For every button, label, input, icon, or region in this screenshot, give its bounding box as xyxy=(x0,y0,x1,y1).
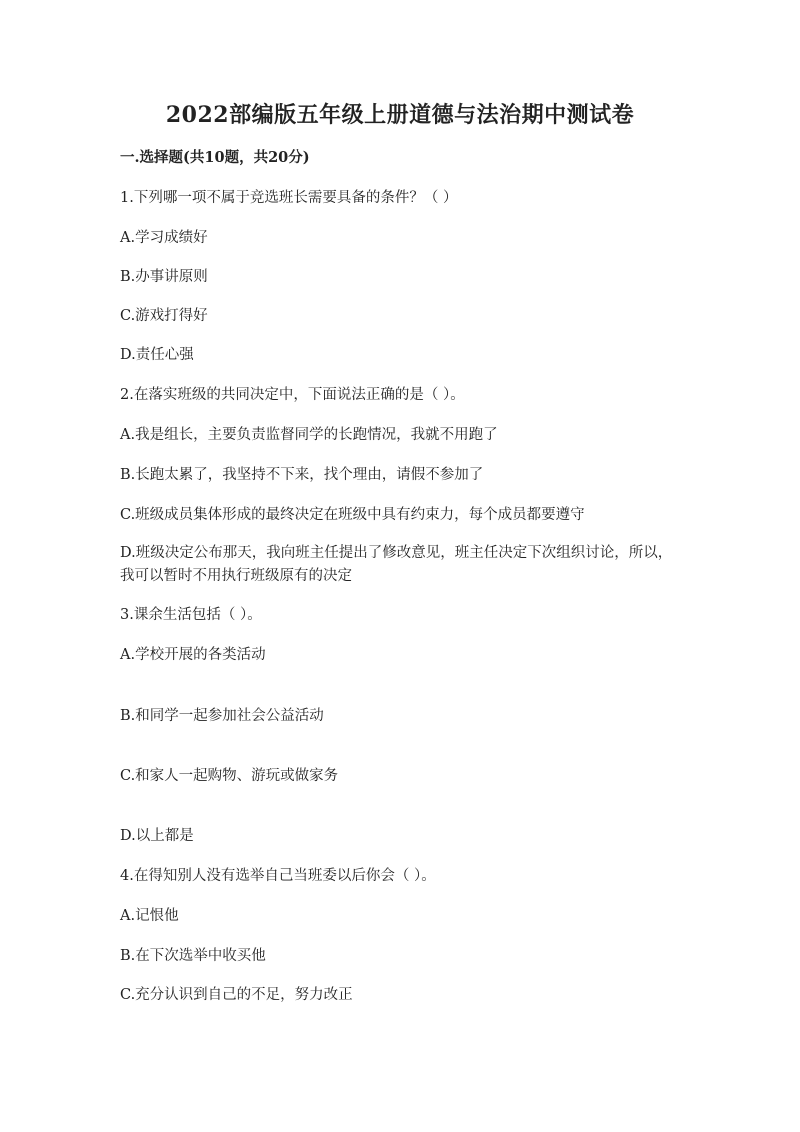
question-3-option-c: C.和家人一起购物、游玩或做家务 xyxy=(120,768,339,784)
question-3-option-b: B.和同学一起参加社会公益活动 xyxy=(120,708,324,724)
question-3-option-a: A.学校开展的各类活动 xyxy=(120,647,266,663)
question-4-option-b: B.在下次选举中收买他 xyxy=(120,948,266,964)
question-3-stem: 3.课余生活包括（ ）。 xyxy=(120,607,262,623)
question-1-option-b: B.办事讲原则 xyxy=(120,269,208,285)
question-1-option-a: A.学习成绩好 xyxy=(120,230,208,246)
question-4-stem: 4.在得知别人没有选举自己当班委以后你会（ ）。 xyxy=(120,868,436,884)
section-heading: 一.选择题(共10题，共20分) xyxy=(120,149,310,166)
question-4-option-a: A.记恨他 xyxy=(120,908,179,924)
question-2-option-b: B.长跑太累了，我坚持不下来，找个理由，请假不参加了 xyxy=(120,467,484,483)
question-2-option-c: C.班级成员集体形成的最终决定在班级中具有约束力，每个成员都要遵守 xyxy=(120,507,585,523)
question-2-option-d: D.班级决定公布那天，我向班主任提出了修改意见，班主任决定下次组织讨论，所以，我可以暂时不用执行班级原有的决定 xyxy=(120,545,673,584)
question-1-stem: 1.下列哪一项不属于竞选班长需要具备的条件？（ ） xyxy=(120,190,458,206)
question-2-option-a: A.我是组长，主要负责监督同学的长跑情况，我就不用跑了 xyxy=(120,427,498,443)
question-4-option-c: C.充分认识到自己的不足，努力改正 xyxy=(120,987,353,1003)
question-1-option-d: D.责任心强 xyxy=(120,347,194,363)
page-title: 2022部编版五年级上册道德与法治期中测试卷 xyxy=(165,102,635,128)
question-1-option-c: C.游戏打得好 xyxy=(120,308,208,324)
question-2-stem: 2.在落实班级的共同决定中，下面说法正确的是（ ）。 xyxy=(120,387,465,403)
question-3-option-d: D.以上都是 xyxy=(120,828,194,844)
